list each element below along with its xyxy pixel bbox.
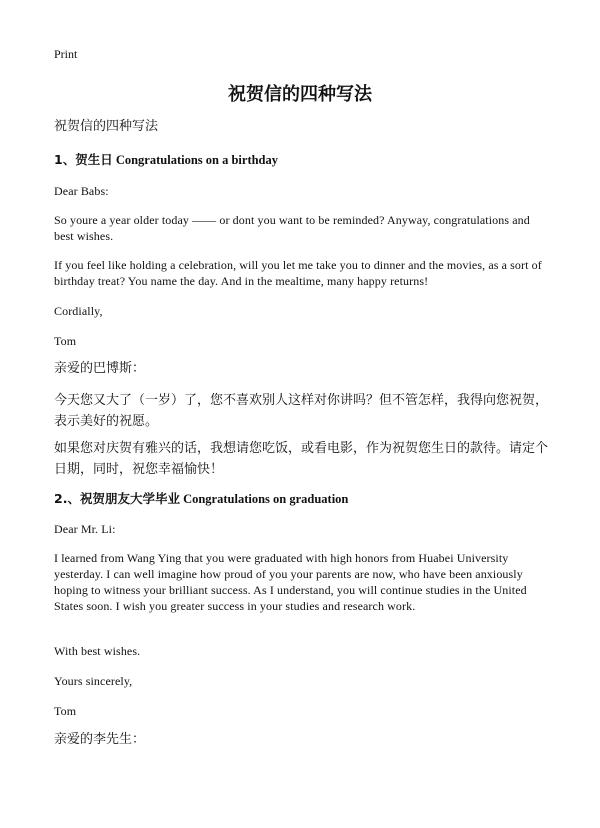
section2-signature: Tom bbox=[54, 704, 77, 718]
section2-heading-zh: 2.、祝贺朋友大学毕业 bbox=[54, 491, 180, 506]
section1-paragraph-1: So youre a year older today —— or dont you want to be reminded? Anyway, congratulations and best wishes. bbox=[54, 213, 530, 243]
section1-paragraph-2: If you feel like holding a celebration, will you let me take you to dinner and the movies, as a sort of birthday treat? You name the day. And in the mealtime, many happy returns! bbox=[54, 258, 542, 288]
section1-heading bbox=[54, 152, 544, 168]
section2-heading-en: Congratulations on graduation bbox=[183, 492, 349, 506]
section1-heading-en: Congratulations on a birthday bbox=[115, 153, 279, 167]
section1-closing: Cordially, bbox=[54, 304, 103, 318]
section1-signature: Tom bbox=[54, 334, 77, 348]
document-subtitle: 祝贺信的四种写法 bbox=[54, 119, 159, 134]
section2-zh-salutation: 亲爱的李先生： bbox=[54, 732, 146, 747]
section2-paragraph-1: I learned from Wang Ying that you were graduated with high honors from Huabei University yesterday. I can well imagine how proud of you your parents are now, who have been anxiously hoping to witness your brilliant success. As I understand, you will continue studies in the United States soon. I wish you greater success in your studies and research work. bbox=[54, 551, 527, 613]
section2-closing-1: With best wishes. bbox=[54, 644, 141, 658]
section1-heading-zh: 1、贺生日 bbox=[54, 152, 113, 167]
section1-zh-salutation: 亲爱的巴博斯： bbox=[54, 361, 146, 376]
section1-zh-paragraph-1: 今天您又大了（一岁）了，您不喜欢别人这样对你讲吗？但不管怎样，我得向您祝贺，表示美好的祝愿。 bbox=[54, 393, 549, 429]
section2-salutation: Dear Mr. Li: bbox=[54, 522, 116, 536]
section2-heading bbox=[54, 491, 544, 507]
print-link[interactable]: Print bbox=[54, 47, 78, 61]
section1-zh-paragraph-2: 如果您对庆贺有雅兴的话，我想请您吃饭，或看电影，作为祝贺您生日的款待。请定个日期，同时，祝您幸福愉快！ bbox=[54, 441, 549, 477]
section2-closing-2: Yours sincerely, bbox=[54, 674, 133, 688]
document-title: 祝贺信的四种写法 bbox=[228, 84, 372, 105]
section1-salutation: Dear Babs: bbox=[54, 184, 109, 198]
